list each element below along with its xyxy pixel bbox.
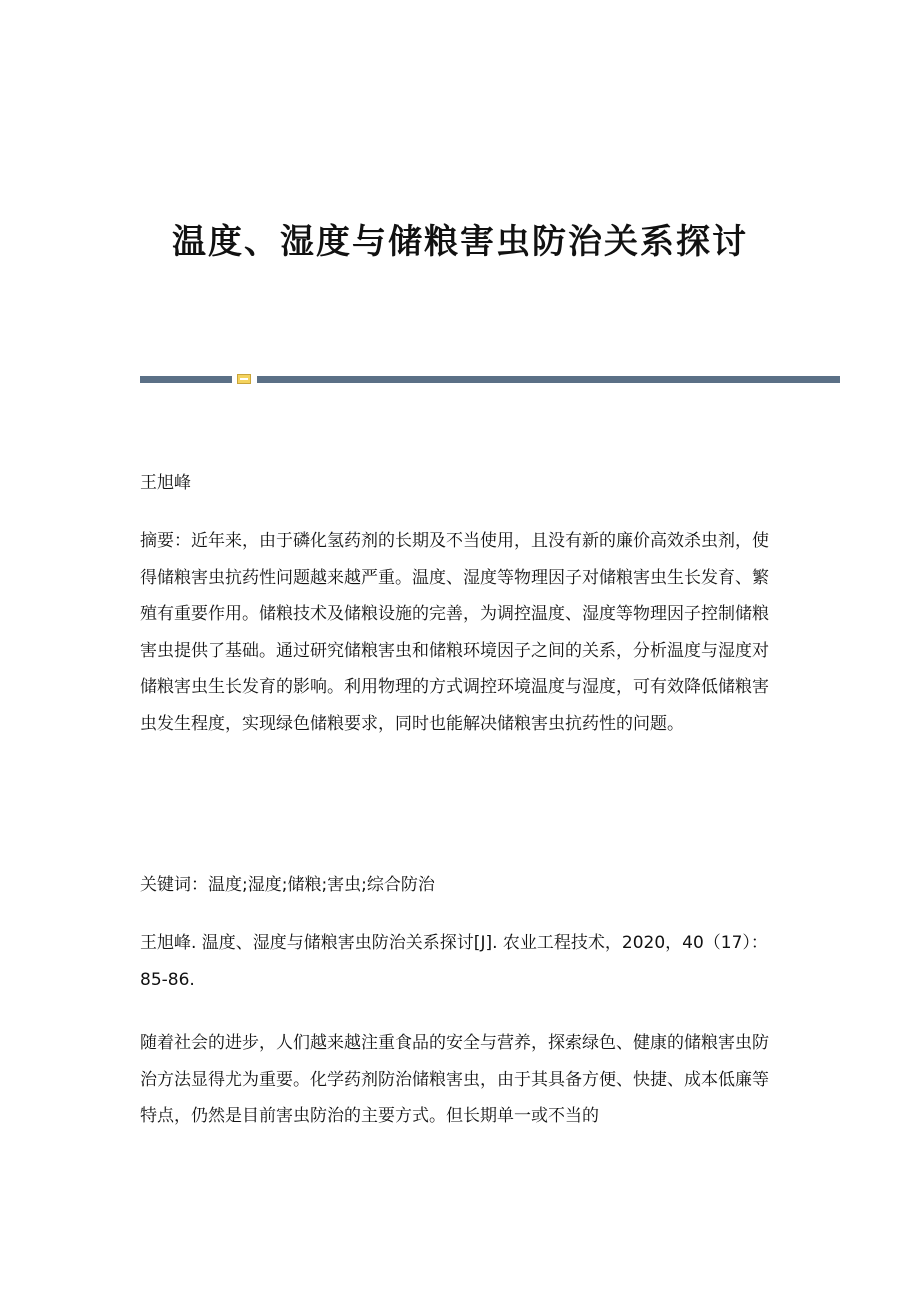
- abstract-paragraph: 摘要：近年来，由于磷化氢药剂的长期及不当使用，且没有新的廉价高效杀虫剂，使得储粮害虫抗药性问题越来越严重。温度、湿度等物理因子对储粮害虫生长发育、繁殖有重要作用。储粮技术及储粮设施的完善，为调控温度、湿度等物理因子控制储粮害虫提供了基础。通过研究储粮害虫和储粮环境因子之间的关系，分析温度与湿度对储粮害虫生长发育的影响。利用物理的方式调控环境温度与湿度，可有效降低储粮害虫发生程度，实现绿色储粮要求，同时也能解决储粮害虫抗药性的问题。: [140, 531, 769, 734]
- title-divider: [140, 374, 840, 384]
- divider-bar-right: [257, 376, 840, 383]
- divider-bar-left: [140, 376, 232, 383]
- author-name: 王旭峰: [140, 473, 191, 493]
- keywords-line: 关键词：温度;湿度;储粮;害虫;综合防治: [140, 875, 435, 895]
- document-title: 温度、湿度与储粮害虫防治关系探讨: [172, 222, 748, 262]
- divider-ornament-icon: [237, 374, 251, 384]
- citation-paragraph: 王旭峰. 温度、湿度与储粮害虫防治关系探讨[J]. 农业工程技术，2020，40（17）：85-86.: [140, 933, 768, 990]
- body-paragraph: 随着社会的进步，人们越来越注重食品的安全与营养，探索绿色、健康的储粮害虫防治方法显得尤为重要。化学药剂防治储粮害虫，由于其具备方便、快捷、成本低廉等特点，仍然是目前害虫防治的主要方式。但长期单一或不当的: [140, 1033, 769, 1126]
